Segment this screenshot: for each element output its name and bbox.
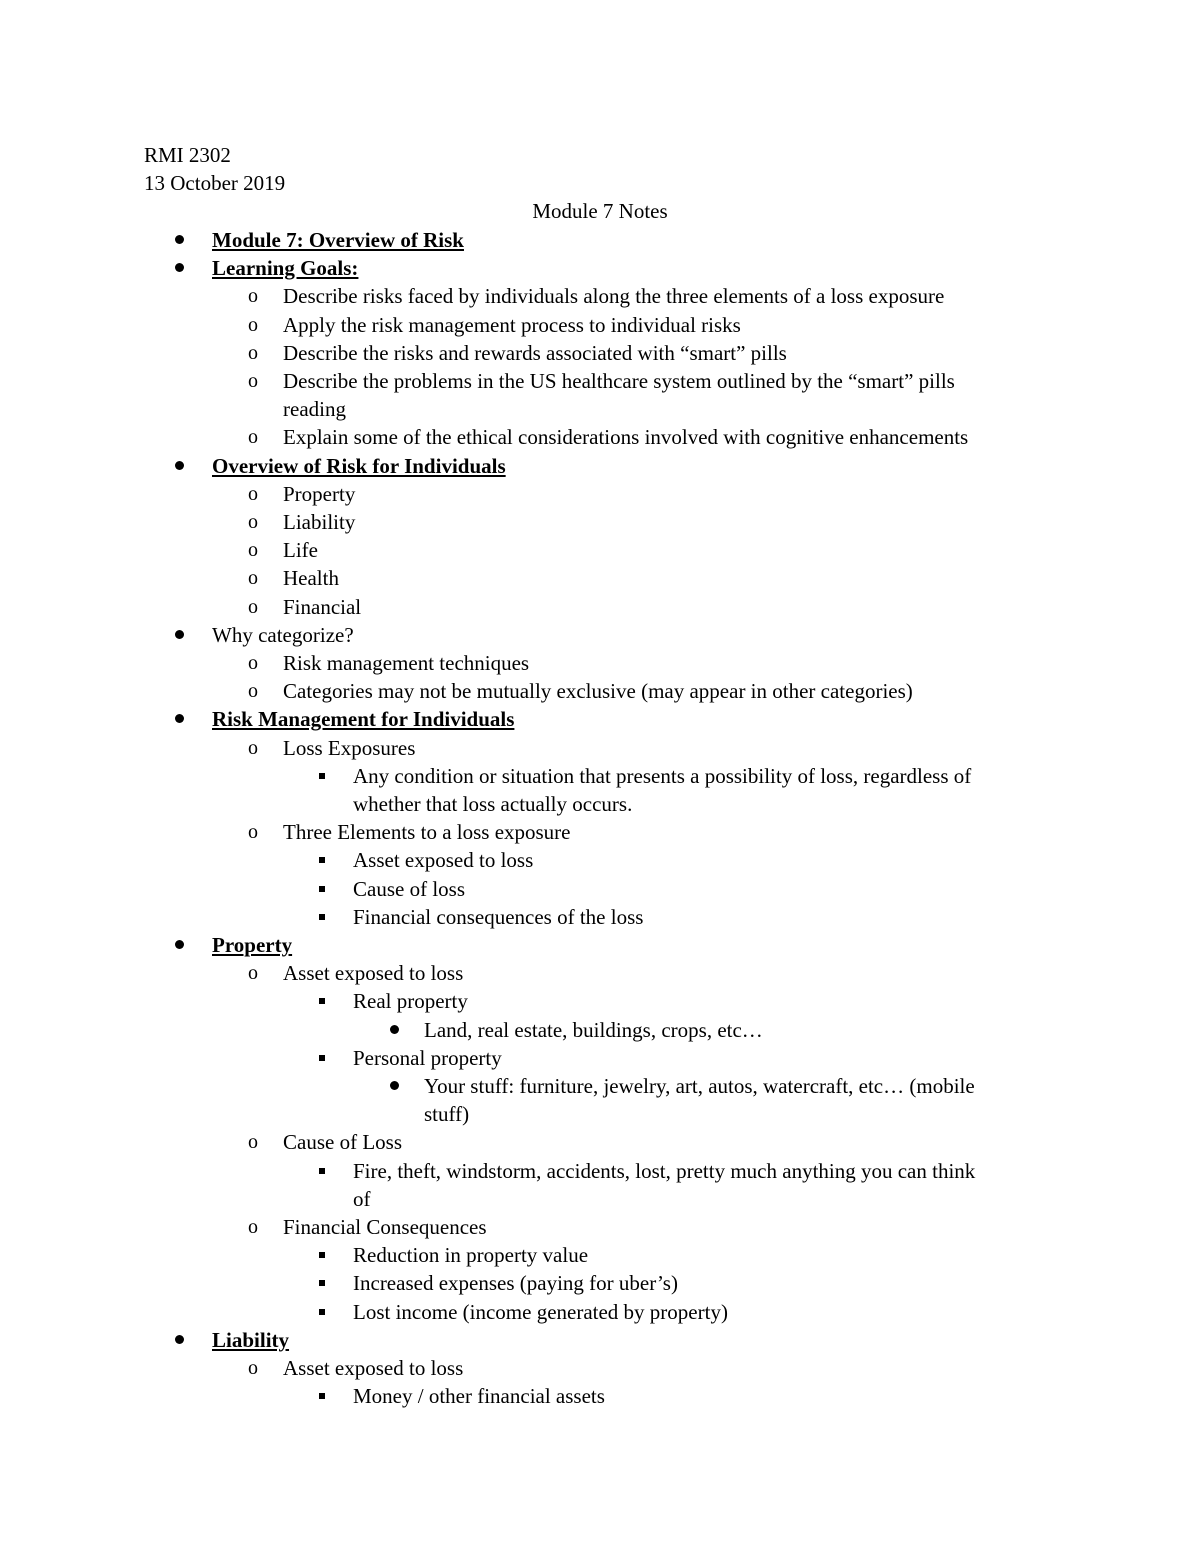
list-item-text: Cause of loss (353, 876, 465, 901)
bullet-circle-icon: o (248, 1357, 258, 1379)
list-item-text: Financial consequences of the loss (353, 904, 644, 929)
bullet-square-icon (319, 857, 325, 863)
bullet-square-icon (319, 914, 325, 920)
list-item-text: Lost income (income generated by property) (353, 1299, 728, 1324)
bullet-circle-icon: o (248, 539, 258, 562)
section-heading: Module 7: Overview of Risk (212, 228, 464, 252)
section-heading: Overview of Risk for Individuals (212, 453, 506, 478)
note-date: 13 October 2019 (144, 171, 286, 195)
bullet-dot-icon (390, 1081, 399, 1090)
bullet-circle-icon: o (248, 1131, 258, 1154)
bullet-circle-icon: o (248, 652, 258, 674)
list-item-text: Land, real estate, buildings, crops, etc… (424, 1017, 763, 1042)
bullet-circle-icon: o (248, 680, 258, 703)
list-item-text: whether that loss actually occurs. (353, 792, 633, 816)
bullet-circle-icon: o (248, 370, 258, 392)
bullet-square-icon (319, 1280, 325, 1286)
course-code: RMI 2302 (144, 143, 231, 167)
list-item-text: Explain some of the ethical considerations involved with cognitive enhancements (283, 425, 969, 450)
list-item-text: Asset exposed to loss (283, 1356, 464, 1380)
list-item-text: Financial Consequences (283, 1215, 487, 1239)
bullet-square-icon (319, 886, 325, 892)
bullet-square-icon (319, 998, 325, 1004)
bullet-circle-icon: o (248, 341, 258, 364)
list-item-text: Describe risks faced by individuals along the three elements of a loss exposure (283, 284, 945, 309)
bullet-circle-icon: o (248, 285, 258, 308)
bullet-circle-icon: o (248, 736, 258, 759)
list-item-text: Cause of Loss (283, 1130, 402, 1155)
bullet-circle-icon: o (248, 482, 258, 505)
list-item-text: Describe the problems in the US healthcare system outlined by the “smart” pills (283, 369, 955, 393)
bullet-square-icon (319, 1055, 325, 1061)
list-item-text: Money / other financial assets (353, 1384, 605, 1409)
bullet-dot-icon (175, 263, 184, 272)
section-heading: Risk Management for Individuals (212, 707, 515, 732)
list-item-text: Reduction in property value (353, 1243, 589, 1268)
list-item-text: of (353, 1186, 371, 1211)
bullet-circle-icon: o (248, 595, 258, 618)
bullet-circle-icon: o (248, 426, 258, 449)
bullet-circle-icon: o (248, 313, 258, 336)
bullet-square-icon (319, 773, 325, 779)
list-item-text: reading (283, 397, 346, 422)
bullet-square-icon (319, 1393, 325, 1399)
bullet-dot-icon (175, 461, 184, 470)
bullet-dot-icon (175, 630, 184, 639)
page-title: Module 7 Notes (532, 199, 668, 223)
list-item-text: Any condition or situation that presents a possibility of loss, regardless of (353, 763, 972, 788)
bullet-dot-icon (175, 714, 184, 723)
list-item-text: Asset exposed to loss (283, 961, 464, 986)
list-item-text: Property (283, 481, 356, 506)
list-item-text: Describe the risks and rewards associated with “smart” pills (283, 340, 787, 365)
list-item-text: Fire, theft, windstorm, accidents, lost, pretty much anything you can think (353, 1158, 976, 1183)
bullet-circle-icon: o (248, 1216, 258, 1238)
section-heading: Learning Goals: (212, 256, 359, 281)
list-item-text: Life (283, 538, 318, 563)
list-item-text: Asset exposed to loss (353, 848, 534, 873)
list-item-text: Liability (283, 510, 356, 534)
list-item-text: Loss Exposures (283, 735, 416, 760)
list-item-text: Your stuff: furniture, jewelry, art, autos, watercraft, etc… (mobile (424, 1074, 975, 1098)
list-item-text: stuff) (424, 1102, 470, 1127)
bullet-square-icon (319, 1168, 325, 1174)
bullet-dot-icon (390, 1025, 399, 1034)
section-heading: Property (212, 933, 293, 957)
list-item-text: Risk management techniques (283, 651, 530, 675)
list-item-text: Categories may not be mutually exclusive (may appear in other categories) (283, 679, 913, 704)
bullet-circle-icon: o (248, 567, 258, 590)
list-item-text: Why categorize? (212, 622, 354, 647)
bullet-square-icon (319, 1252, 325, 1258)
bullet-dot-icon (175, 235, 184, 244)
bullet-square-icon (319, 1309, 325, 1315)
bullet-circle-icon: o (248, 962, 258, 985)
bullet-circle-icon: o (248, 821, 258, 844)
list-item-text: Personal property (353, 1045, 502, 1070)
list-item-text: Health (283, 566, 339, 591)
section-heading: Liability (212, 1327, 290, 1352)
list-item-text: Apply the risk management process to individual risks (283, 312, 741, 337)
bullet-dot-icon (175, 940, 184, 949)
list-item-text: Increased expenses (paying for uber’s) (353, 1271, 678, 1296)
bullet-dot-icon (175, 1335, 184, 1344)
list-item-text: Three Elements to a loss exposure (283, 820, 571, 845)
list-item-text: Financial (283, 594, 362, 619)
bullet-circle-icon: o (248, 511, 258, 533)
list-item-text: Real property (353, 989, 468, 1014)
